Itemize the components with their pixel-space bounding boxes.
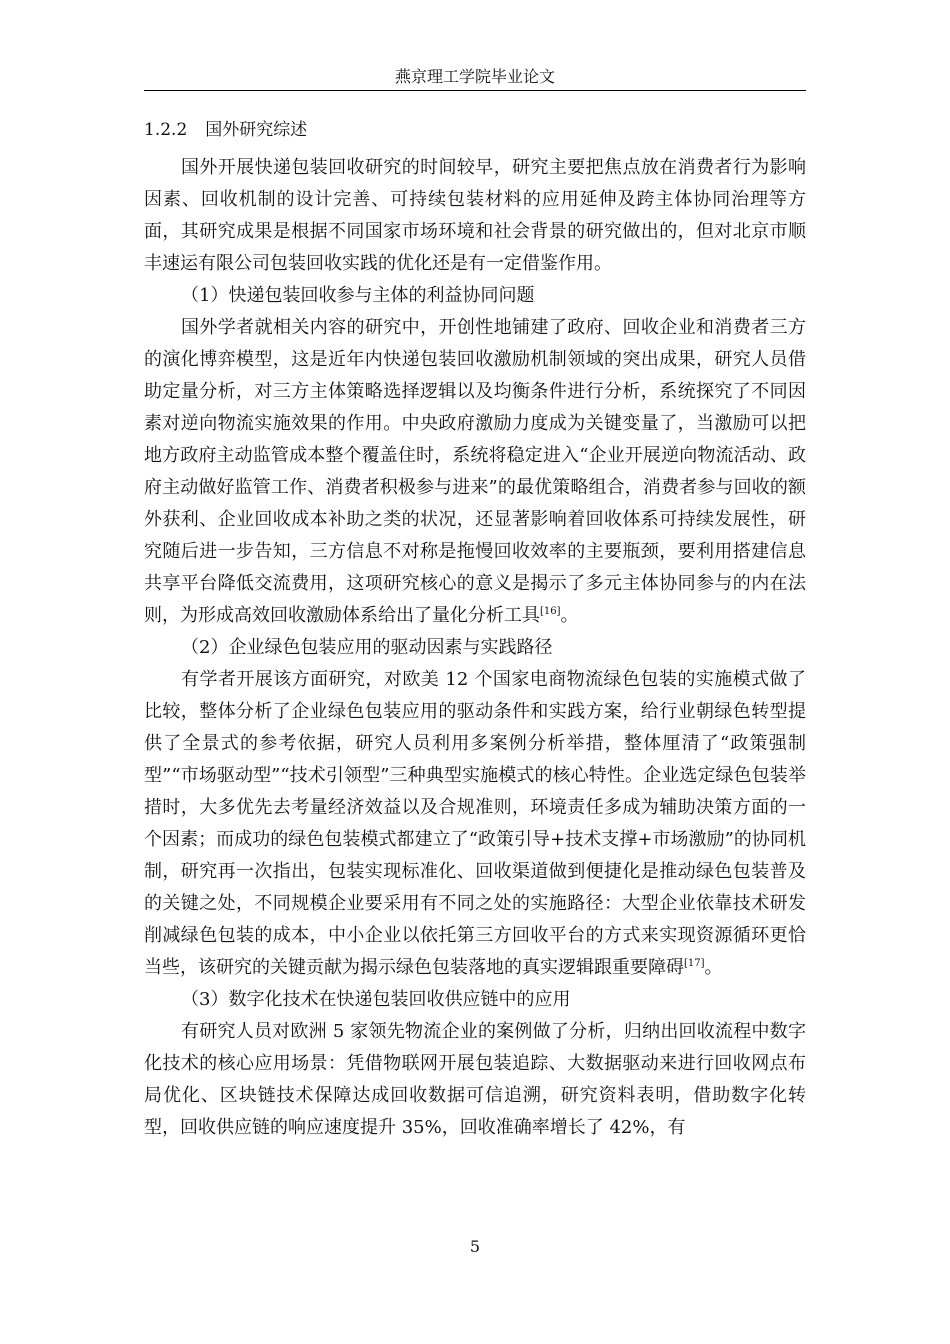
- item1-paragraph: [144, 312, 806, 632]
- item2-citation: [17]: [684, 958, 705, 969]
- section-heading: [144, 114, 806, 146]
- item1-body: 国外学者就相关内容的研究中，开创性地铺建了政府、回收企业和消费者三方的演化博弈模型，这是近年内快递包装回收激励机制领域的突出成果，研究人员借助定量分析，对三方主体策略选择逻辑以及均衡条件进行分析，系统探究了不同因素对逆向物流实施效果的作用。中央政府激励力度成为关键变量了，当激励可以把地方政府主动监管成本整个覆盖住时，系统将稳定进入“企业开展逆向物流活动、政府主动做好监管工作、消费者积极参与进来”的最优策略组合，消费者参与回收的额外获利、企业回收成本补助之类的状况，还显著影响着回收体系可持续发展性，研究随后进一步告知，三方信息不对称是拖慢回收效率的主要瓶颈，要利用搭建信息共享平台降低交流费用，这项研究核心的意义是揭示了多元主体协同参与的内在法则，为形成高效回收激励体系给出了量化分析工具: [144, 317, 806, 626]
- item3-paragraph: 有研究人员对欧洲 5 家领先物流企业的案例做了分析，归纳出回收流程中数字化技术的核心应用场景：凭借物联网开展包装追踪、大数据驱动来进行回收网点布局优化、区块链技术保障达成回收数据可信追溯，研究资料表明，借助数字化转型，回收供应链的响应速度提升 35%，回收准确率增长了 42%，有: [144, 1021, 806, 1138]
- item3-title: （3）数字化技术在快递包装回收供应链中的应用: [181, 989, 571, 1010]
- main-content: [144, 114, 806, 1144]
- header-rule: [144, 90, 806, 91]
- item2-body: 有学者开展该方面研究，对欧美 12 个国家电商物流绿色包装的实施模式做了比较，整体分析了企业绿色包装应用的驱动条件和实践方案，给行业朝绿色转型提供了全景式的参考依据，研究人员利用多案例分析举措，整体厘清了“政策强制型”“市场驱动型”“技术引领型”三种典型实施模式的核心特性。企业选定绿色包装举措时，大多优先去考量经济效益以及合规准则，环境责任多成为辅助决策方面的一个因素；而成功的绿色包装模式都建立了“政策引导+技术支撑+市场激励”的协同机制，研究再一次指出，包装实现标准化、回收渠道做到便捷化是推动绿色包装普及的关键之处，不同规模企业要采用有不同之处的实施路径：大型企业依靠技术研发削减绿色包装的成本，中小企业以依托第三方回收平台的方式来实现资源循环更恰当些，该研究的关键贡献为揭示绿色包装落地的真实逻辑跟重要障碍: [144, 669, 806, 978]
- section-number: 1.2.2: [144, 120, 188, 140]
- item2-end: 。: [704, 957, 723, 978]
- item2-paragraph: [144, 664, 806, 984]
- item1-citation: [16]: [540, 606, 561, 617]
- section-title: 国外研究综述: [205, 120, 308, 140]
- item1-end: 。: [560, 605, 579, 626]
- item2-title: （2）企业绿色包装应用的驱动因素与实践路径: [181, 637, 553, 658]
- page-header-title: 燕京理工学院毕业论文: [394, 67, 555, 86]
- intro-paragraph: 国外开展快递包装回收研究的时间较早，研究主要把焦点放在消费者行为影响因素、回收机制的设计完善、可持续包装材料的应用延伸及跨主体协同治理等方面，其研究成果是根据不同国家市场环境和社会背景的研究做出的，但对北京市顺丰速运有限公司包装回收实践的优化还是有一定借鉴作用。: [144, 157, 806, 274]
- page-number: 5: [469, 1237, 481, 1256]
- item1-title: （1）快递包装回收参与主体的利益协同问题: [181, 285, 535, 306]
